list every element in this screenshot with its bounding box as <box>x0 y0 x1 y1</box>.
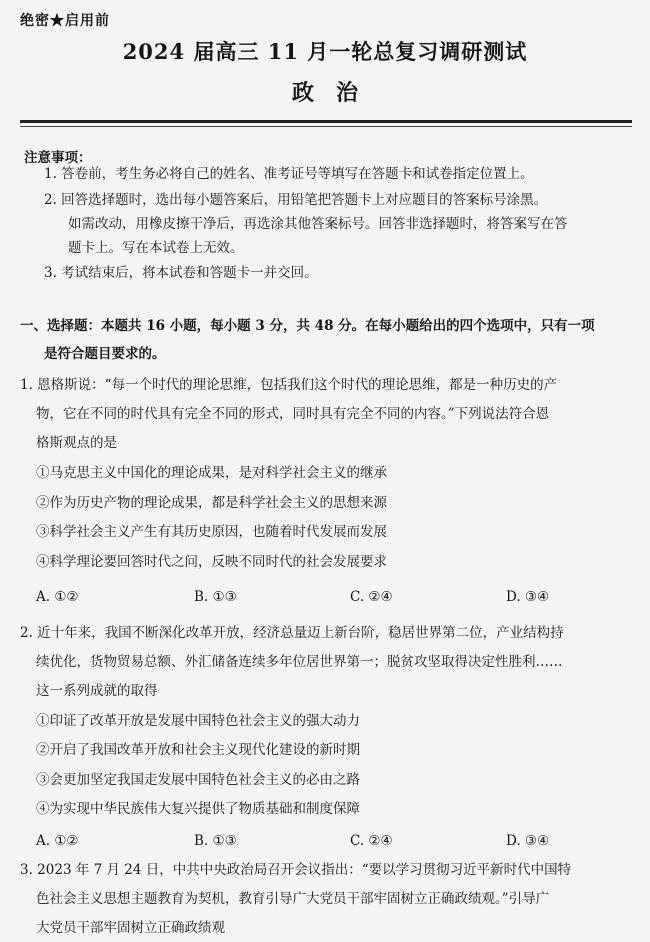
q2-option-c[interactable]: C. ②④ <box>350 833 393 849</box>
header-rule-thin <box>20 126 632 127</box>
q2-stem-line: 这一系列成就的取得 <box>36 683 158 699</box>
notice-line: 1. 答卷前，考生务必将自己的姓名、准考证号等填写在答题卡和试卷指定位置上。 <box>44 166 534 182</box>
q2-item: ③会更加坚定我国走发展中国特色社会主义的必由之路 <box>36 772 360 788</box>
q2-option-a[interactable]: A. ①② <box>36 833 79 849</box>
q1-item: ③科学社会主义产生有其历史原因，也随着时代发展而发展 <box>36 524 387 540</box>
q1-item: ②作为历史产物的理论成果，都是科学社会主义的思想来源 <box>36 495 387 511</box>
q1-option-c[interactable]: C. ②④ <box>350 589 393 605</box>
notice-line: 题卡上。写在本试卷上无效。 <box>68 240 244 256</box>
q2-option-d[interactable]: D. ③④ <box>506 833 550 849</box>
q1-item: ①马克思主义中国化的理论成果，是对科学社会主义的继承 <box>36 465 387 481</box>
exam-title: 2024 届高三 11 月一轮总复习调研测试 <box>122 39 528 64</box>
q3-stem-line: 色社会主义思想主题教育为契机，教育引导广大党员干部牢固树立正确政绩观。”引导广 <box>36 891 550 907</box>
notice-line: 如需改动，用橡皮擦干净后，再选涂其他答案标号。回答非选择题时，将答案写在答 <box>68 216 568 232</box>
section-heading: 一、选择题：本题共 16 小题，每小题 3 分，共 48 分。在每小题给出的四个选项中，只有一项 <box>20 318 595 334</box>
q2-item: ①印证了改革开放是发展中国特色社会主义的强大动力 <box>36 713 360 729</box>
q1-item: ④科学理论要回答时代之问，反映不同时代的社会发展要求 <box>36 554 387 570</box>
q1-stem-line: 格斯观点的是 <box>36 435 117 451</box>
q2-stem-line: 2. 近十年来，我国不断深化改革开放，经济总量迈上新台阶，稳居世界第二位，产业结构持 <box>20 625 564 641</box>
q3-stem-line: 大党员干部牢固树立正确政绩观 <box>36 920 225 936</box>
q1-stem-line: 物，它在不同的时代具有完全不同的形式，同时具有完全不同的内容。”下列说法符合恩 <box>36 406 550 422</box>
q3-stem-line: 3. 2023 年 7 月 24 日，中共中央政治局召开会议指出：“要以学习贯彻习近平新时代中国特 <box>20 862 572 878</box>
q2-item: ②开启了我国改革开放和社会主义现代化建设的新时期 <box>36 742 360 758</box>
q1-option-b[interactable]: B. ①③ <box>194 589 237 605</box>
q2-stem-line: 续优化，货物贸易总额、外汇储备连续多年位居世界第一；脱贫攻坚取得决定性胜利…… <box>36 654 563 670</box>
section-heading-cont: 是符合题目要求的。 <box>44 346 166 362</box>
q2-option-b[interactable]: B. ①③ <box>194 833 237 849</box>
q1-option-a[interactable]: A. ①② <box>36 589 79 605</box>
q1-option-d[interactable]: D. ③④ <box>506 589 550 605</box>
notice-heading: 注意事项： <box>24 150 92 166</box>
q2-item: ④为实现中华民族伟大复兴提供了物质基础和制度保障 <box>36 801 360 817</box>
header-rule-thick <box>20 120 632 123</box>
notice-line: 2. 回答选择题时，选出每小题答案后，用铅笔把答题卡上对应题目的答案标号涂黑。 <box>44 192 548 208</box>
secret-label: 绝密★启用前 <box>20 13 110 29</box>
notice-line: 3. 考试结束后，将本试卷和答题卡一并交回。 <box>44 265 318 281</box>
q1-stem-line: 1. 恩格斯说：“每一个时代的理论思维，包括我们这个时代的理论思维，都是一种历史的产 <box>20 377 558 393</box>
subject-title: 政治 <box>291 80 380 106</box>
